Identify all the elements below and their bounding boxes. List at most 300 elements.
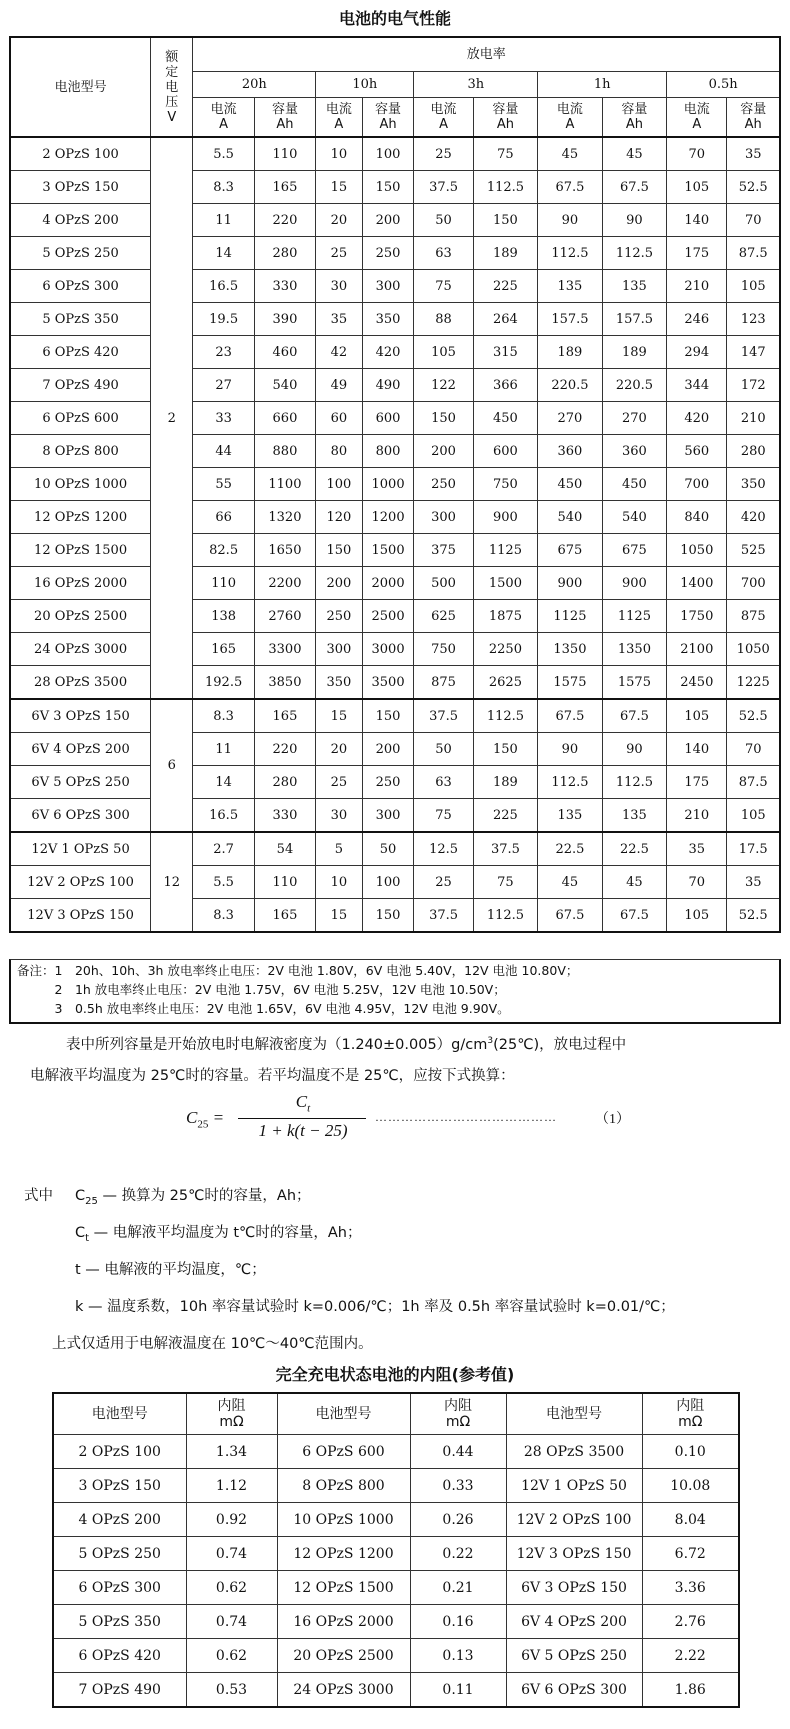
- cell-value: 2625: [473, 666, 538, 700]
- cell-value: 63: [414, 766, 473, 799]
- cell-value: 90: [602, 733, 667, 766]
- cell-value: 123: [727, 303, 780, 336]
- cell-value: 500: [414, 567, 473, 600]
- cell-model: 16 OPzS 2000: [277, 1605, 410, 1639]
- cell-value: 150: [316, 534, 363, 567]
- header-capacity-unit: Ah: [379, 116, 397, 132]
- cell-value: 75: [414, 799, 473, 833]
- cell-value: 450: [538, 468, 603, 501]
- cell-value: 750: [414, 633, 473, 666]
- cell-value: 280: [727, 435, 780, 468]
- cell-value: 1125: [602, 600, 667, 633]
- cell-value: 90: [602, 204, 667, 237]
- cell-model: 12V 2 OPzS 100: [506, 1503, 642, 1537]
- cell-value: 189: [473, 237, 538, 270]
- cell-model: 5 OPzS 350: [53, 1605, 186, 1639]
- applicability-note: 上式仅适用于电解液温度在 10℃～40℃范围内。: [52, 1336, 373, 1352]
- cell-value: 27: [193, 369, 254, 402]
- cell-value: 200: [362, 733, 414, 766]
- cell-resistance: 10.08: [642, 1469, 739, 1503]
- table-row: [10, 171, 780, 204]
- cell-value: 350: [362, 303, 414, 336]
- cell-value: 8.3: [193, 171, 254, 204]
- cell-value: 150: [473, 733, 538, 766]
- cell-value: 25: [316, 766, 363, 799]
- cell-value: 840: [667, 501, 727, 534]
- formula-leader-dots: ……………………………………: [375, 1110, 557, 1124]
- internal-resistance-table: [52, 1392, 740, 1708]
- cell-value: 700: [727, 567, 780, 600]
- cell-resistance: 0.62: [186, 1639, 277, 1673]
- cell-resistance: 0.16: [410, 1605, 506, 1639]
- cell-value: 300: [362, 270, 414, 303]
- definition-text: — 电解液的平均温度，℃；: [80, 1262, 266, 1278]
- formula-number: （1）: [595, 1112, 630, 1127]
- cell-value: 2.7: [193, 832, 254, 866]
- header-battery-model: 电池型号: [53, 1393, 186, 1435]
- cell-value: 189: [473, 766, 538, 799]
- cell-resistance: 0.33: [410, 1469, 506, 1503]
- header-current-unit: A: [565, 116, 575, 132]
- table-row: [10, 534, 780, 567]
- cell-value: 30: [316, 799, 363, 833]
- table-row: [10, 633, 780, 666]
- cell-value: 135: [602, 799, 667, 833]
- cell-value: 1000: [362, 468, 414, 501]
- cell-value: 17.5: [727, 832, 780, 866]
- cell-model: 5 OPzS 350: [10, 303, 151, 336]
- header-resistance-unit: mΩ: [678, 1414, 703, 1430]
- table-row: [53, 1469, 739, 1503]
- header-internal-resistance: [186, 1393, 277, 1435]
- cell-value: 375: [414, 534, 473, 567]
- cell-value: 110: [254, 137, 315, 171]
- cell-value: 122: [414, 369, 473, 402]
- cell-value: 165: [254, 171, 315, 204]
- cell-value: 112.5: [602, 237, 667, 270]
- table2-header-row: [53, 1393, 739, 1435]
- cell-model: 6 OPzS 300: [53, 1571, 186, 1605]
- cell-value: 52.5: [727, 899, 780, 933]
- cell-model: 12 OPzS 1200: [277, 1537, 410, 1571]
- cell-value: 75: [473, 866, 538, 899]
- cell-model: 12 OPzS 1200: [10, 501, 151, 534]
- cell-value: 1500: [362, 534, 414, 567]
- header-current: [193, 97, 254, 137]
- cell-value: 30: [316, 270, 363, 303]
- cell-resistance: 8.04: [642, 1503, 739, 1537]
- cell-value: 67.5: [602, 171, 667, 204]
- cell-model: 3 OPzS 150: [53, 1469, 186, 1503]
- cell-value: 700: [667, 468, 727, 501]
- cell-value: 490: [362, 369, 414, 402]
- header-resistance-label: 内阻: [676, 1398, 705, 1414]
- cell-value: 112.5: [473, 699, 538, 733]
- cell-value: 140: [667, 204, 727, 237]
- cell-value: 250: [414, 468, 473, 501]
- cell-model: 6V 4 OPzS 200: [506, 1605, 642, 1639]
- cell-value: 100: [362, 137, 414, 171]
- cell-value: 75: [473, 137, 538, 171]
- cell-resistance: 1.34: [186, 1435, 277, 1469]
- cell-value: 45: [538, 866, 603, 899]
- cell-resistance: 0.92: [186, 1503, 277, 1537]
- cell-value: 2000: [362, 567, 414, 600]
- header-capacity: [254, 97, 315, 137]
- cell-value: 67.5: [602, 699, 667, 733]
- cell-value: 150: [473, 204, 538, 237]
- cell-value: 189: [538, 336, 603, 369]
- cell-value: 875: [727, 600, 780, 633]
- cell-model: 7 OPzS 490: [10, 369, 151, 402]
- header-voltage-char: 定: [165, 64, 179, 80]
- cell-value: 390: [254, 303, 315, 336]
- definitions-lead: 式中: [24, 1188, 53, 1204]
- cell-resistance: 2.76: [642, 1605, 739, 1639]
- cell-value: 35: [727, 866, 780, 899]
- cell-value: 220.5: [602, 369, 667, 402]
- cell-value: 280: [254, 237, 315, 270]
- cell-model: 28 OPzS 3500: [506, 1435, 642, 1469]
- cell-value: 70: [667, 866, 727, 899]
- cell-value: 105: [727, 799, 780, 833]
- cell-value: 15: [316, 171, 363, 204]
- cell-model: 7 OPzS 490: [53, 1673, 186, 1708]
- cell-value: 450: [473, 402, 538, 435]
- cell-resistance: 0.44: [410, 1435, 506, 1469]
- table-row: [10, 600, 780, 633]
- cell-value: 5.5: [193, 866, 254, 899]
- cell-value: 270: [602, 402, 667, 435]
- header-capacity-label: 容量: [621, 101, 648, 117]
- cell-model: 10 OPzS 1000: [10, 468, 151, 501]
- table-row: [10, 501, 780, 534]
- header-capacity-unit: Ah: [625, 116, 643, 132]
- definition-text: — 温度系数，10h 率容量试验时 k=0.006/℃；1h 率及 0.5h 率容量试验时 k=0.01/℃；: [83, 1299, 675, 1315]
- table-row: [10, 567, 780, 600]
- header-current-unit: A: [692, 116, 702, 132]
- cell-resistance: 0.10: [642, 1435, 739, 1469]
- cell-value: 560: [667, 435, 727, 468]
- cell-model: 6V 6 OPzS 300: [506, 1673, 642, 1708]
- header-current: [414, 97, 473, 137]
- cell-value: 315: [473, 336, 538, 369]
- cell-model: 12V 3 OPzS 150: [506, 1537, 642, 1571]
- header-rated-voltage: [151, 37, 193, 137]
- definition-item: [75, 1184, 311, 1207]
- cell-value: 300: [316, 633, 363, 666]
- definition-item: [75, 1258, 266, 1281]
- cell-value: 150: [362, 899, 414, 933]
- cell-value: 135: [538, 799, 603, 833]
- cell-model: 12 OPzS 1500: [10, 534, 151, 567]
- cell-value: 112.5: [473, 171, 538, 204]
- cell-value: 22.5: [538, 832, 603, 866]
- cell-value: 50: [414, 733, 473, 766]
- cell-value: 360: [538, 435, 603, 468]
- cell-model: 6V 6 OPzS 300: [10, 799, 151, 833]
- cell-model: 12V 1 OPzS 50: [10, 832, 151, 866]
- cell-value: 600: [362, 402, 414, 435]
- cell-value: 210: [727, 402, 780, 435]
- table-row: [10, 270, 780, 303]
- cell-model: 12V 3 OPzS 150: [10, 899, 151, 933]
- header-capacity: [362, 97, 414, 137]
- cell-value: 210: [667, 270, 727, 303]
- cell-value: 105: [667, 171, 727, 204]
- cell-resistance: 0.11: [410, 1673, 506, 1708]
- cell-value: 25: [316, 237, 363, 270]
- cell-value: 110: [254, 866, 315, 899]
- header-rate: 20h: [193, 71, 316, 97]
- cell-value: 420: [667, 402, 727, 435]
- cell-model: 24 OPzS 3000: [277, 1673, 410, 1708]
- cell-resistance: 3.36: [642, 1571, 739, 1605]
- cell-value: 2500: [362, 600, 414, 633]
- cell-model: 6V 5 OPzS 250: [506, 1639, 642, 1673]
- cell-value: 750: [473, 468, 538, 501]
- cell-value: 2760: [254, 600, 315, 633]
- cell-value: 225: [473, 799, 538, 833]
- cell-value: 70: [727, 204, 780, 237]
- cell-resistance: 0.53: [186, 1673, 277, 1708]
- header-voltage-char: 压: [165, 94, 179, 110]
- cell-value: 1575: [602, 666, 667, 700]
- cell-model: 5 OPzS 250: [10, 237, 151, 270]
- cell-value: 1875: [473, 600, 538, 633]
- cell-model: 6 OPzS 420: [53, 1639, 186, 1673]
- cell-value: 1400: [667, 567, 727, 600]
- cell-value: 112.5: [602, 766, 667, 799]
- cell-value: 112.5: [538, 237, 603, 270]
- cell-value: 105: [414, 336, 473, 369]
- cell-value: 5.5: [193, 137, 254, 171]
- cell-value: 3500: [362, 666, 414, 700]
- cell-value: 250: [362, 237, 414, 270]
- header-current: [667, 97, 727, 137]
- cell-value: 10: [316, 866, 363, 899]
- cell-value: 675: [538, 534, 603, 567]
- cell-value: 37.5: [414, 699, 473, 733]
- definition-symbol: C: [75, 1188, 86, 1204]
- cell-resistance: 6.72: [642, 1537, 739, 1571]
- cell-resistance: 0.22: [410, 1537, 506, 1571]
- cell-value: 360: [602, 435, 667, 468]
- cell-rated-voltage: 6: [151, 699, 193, 832]
- table-row: [10, 204, 780, 237]
- cell-value: 350: [727, 468, 780, 501]
- cell-value: 52.5: [727, 699, 780, 733]
- cell-value: 625: [414, 600, 473, 633]
- cell-value: 300: [362, 799, 414, 833]
- cell-value: 50: [362, 832, 414, 866]
- cell-model: 2 OPzS 100: [53, 1435, 186, 1469]
- table-row: [10, 666, 780, 700]
- cell-model: 20 OPzS 2500: [277, 1639, 410, 1673]
- cell-value: 540: [254, 369, 315, 402]
- cell-value: 8.3: [193, 699, 254, 733]
- cell-value: 14: [193, 766, 254, 799]
- cell-value: 15: [316, 899, 363, 933]
- table-row: [10, 303, 780, 336]
- cell-value: 165: [254, 899, 315, 933]
- cell-resistance: 0.74: [186, 1605, 277, 1639]
- cell-value: 16.5: [193, 799, 254, 833]
- cell-model: 12V 1 OPzS 50: [506, 1469, 642, 1503]
- cell-value: 67.5: [602, 899, 667, 933]
- cell-value: 37.5: [414, 899, 473, 933]
- table-row: [10, 369, 780, 402]
- cell-model: 24 OPzS 3000: [10, 633, 151, 666]
- cell-value: 1650: [254, 534, 315, 567]
- definition-item: [75, 1221, 361, 1244]
- cell-value: 3850: [254, 666, 315, 700]
- cell-value: 172: [727, 369, 780, 402]
- cell-model: 16 OPzS 2000: [10, 567, 151, 600]
- cell-model: 20 OPzS 2500: [10, 600, 151, 633]
- cell-value: 1500: [473, 567, 538, 600]
- cell-value: 1350: [538, 633, 603, 666]
- cell-model: 6V 4 OPzS 200: [10, 733, 151, 766]
- cell-value: 60: [316, 402, 363, 435]
- table-row: [53, 1673, 739, 1708]
- table2-title: 完全充电状态电池的内阻(参考值): [275, 1365, 515, 1384]
- cell-value: 175: [667, 766, 727, 799]
- header-capacity-label: 容量: [375, 101, 402, 117]
- cell-value: 67.5: [538, 171, 603, 204]
- cell-value: 52.5: [727, 171, 780, 204]
- cell-value: 90: [538, 204, 603, 237]
- table-row: [53, 1503, 739, 1537]
- cell-value: 44: [193, 435, 254, 468]
- cell-value: 11: [193, 204, 254, 237]
- header-discharge-rate: 放电率: [193, 37, 780, 71]
- cell-value: 420: [362, 336, 414, 369]
- definition-subscript: t: [85, 1232, 90, 1244]
- cell-value: 250: [362, 766, 414, 799]
- cell-value: 23: [193, 336, 254, 369]
- cell-value: 1125: [473, 534, 538, 567]
- table-row: [10, 699, 780, 733]
- header-capacity-unit: Ah: [496, 116, 514, 132]
- cell-value: 55: [193, 468, 254, 501]
- cell-value: 800: [362, 435, 414, 468]
- cell-value: 1575: [538, 666, 603, 700]
- paragraph-line-2: 电解液平均温度为 25℃时的容量。若平均温度不是 25℃，应按下式换算：: [30, 1068, 515, 1084]
- cell-value: 900: [538, 567, 603, 600]
- cell-resistance: 0.74: [186, 1537, 277, 1571]
- cell-value: 25: [414, 137, 473, 171]
- cell-value: 270: [538, 402, 603, 435]
- header-current-label: 电流: [430, 101, 457, 117]
- cell-value: 1350: [602, 633, 667, 666]
- cell-model: 2 OPzS 100: [10, 137, 151, 171]
- cell-value: 157.5: [538, 303, 603, 336]
- cell-value: 200: [362, 204, 414, 237]
- cell-model: 4 OPzS 200: [10, 204, 151, 237]
- note-line: 备注：1 20h、10h、3h 放电率终止电压：2V 电池 1.80V，6V 电池 5.40V，12V 电池 10.80V；: [17, 963, 579, 978]
- table-row: [10, 402, 780, 435]
- conversion-formula: [180, 1090, 740, 1150]
- header-voltage-char: V: [167, 109, 177, 125]
- cell-value: 900: [602, 567, 667, 600]
- cell-value: 12.5: [414, 832, 473, 866]
- cell-value: 19.5: [193, 303, 254, 336]
- cell-value: 63: [414, 237, 473, 270]
- cell-value: 14: [193, 237, 254, 270]
- header-current-unit: A: [219, 116, 229, 132]
- cell-value: 112.5: [473, 899, 538, 933]
- cell-value: 35: [667, 832, 727, 866]
- header-current-label: 电流: [556, 101, 583, 117]
- cell-value: 33: [193, 402, 254, 435]
- cell-value: 3000: [362, 633, 414, 666]
- cell-value: 246: [667, 303, 727, 336]
- cell-value: 165: [193, 633, 254, 666]
- header-internal-resistance: [410, 1393, 506, 1435]
- cell-value: 45: [602, 137, 667, 171]
- header-battery-model: 电池型号: [506, 1393, 642, 1435]
- cell-resistance: 0.62: [186, 1571, 277, 1605]
- cell-value: 192.5: [193, 666, 254, 700]
- definition-symbol: k: [75, 1299, 84, 1315]
- cell-value: 87.5: [727, 766, 780, 799]
- table-row: [10, 866, 780, 899]
- cell-rated-voltage: 2: [151, 137, 193, 699]
- cell-model: 6 OPzS 420: [10, 336, 151, 369]
- cell-value: 10: [316, 137, 363, 171]
- cell-value: 540: [602, 501, 667, 534]
- cell-value: 135: [538, 270, 603, 303]
- cell-value: 250: [316, 600, 363, 633]
- cell-value: 1125: [538, 600, 603, 633]
- cell-value: 37.5: [473, 832, 538, 866]
- header-internal-resistance: [642, 1393, 739, 1435]
- definition-symbol: C: [75, 1225, 86, 1241]
- cell-value: 330: [254, 270, 315, 303]
- cell-value: 147: [727, 336, 780, 369]
- header-resistance-label: 内阻: [217, 1398, 246, 1414]
- cell-value: 22.5: [602, 832, 667, 866]
- header-current: [316, 97, 363, 137]
- header-rate: 3h: [414, 71, 538, 97]
- header-resistance-label: 内阻: [444, 1398, 472, 1414]
- cell-value: 37.5: [414, 171, 473, 204]
- electrical-performance-table: [9, 36, 781, 933]
- cell-value: 25: [414, 866, 473, 899]
- header-resistance-unit: mΩ: [445, 1414, 471, 1430]
- cell-model: 3 OPzS 150: [10, 171, 151, 204]
- cell-value: 220: [254, 733, 315, 766]
- cell-value: 1050: [667, 534, 727, 567]
- table-row: [10, 832, 780, 866]
- cell-value: 67.5: [538, 899, 603, 933]
- cell-value: 110: [193, 567, 254, 600]
- cell-value: 880: [254, 435, 315, 468]
- header-rate: 1h: [538, 71, 667, 97]
- header-current-label: 电流: [325, 101, 352, 117]
- cell-value: 460: [254, 336, 315, 369]
- cell-value: 675: [602, 534, 667, 567]
- header-current: [538, 97, 603, 137]
- cell-value: 875: [414, 666, 473, 700]
- cell-value: 2250: [473, 633, 538, 666]
- table-row: [10, 766, 780, 799]
- table-row: [10, 733, 780, 766]
- cell-value: 42: [316, 336, 363, 369]
- cell-value: 150: [414, 402, 473, 435]
- cell-model: 10 OPzS 1000: [277, 1503, 410, 1537]
